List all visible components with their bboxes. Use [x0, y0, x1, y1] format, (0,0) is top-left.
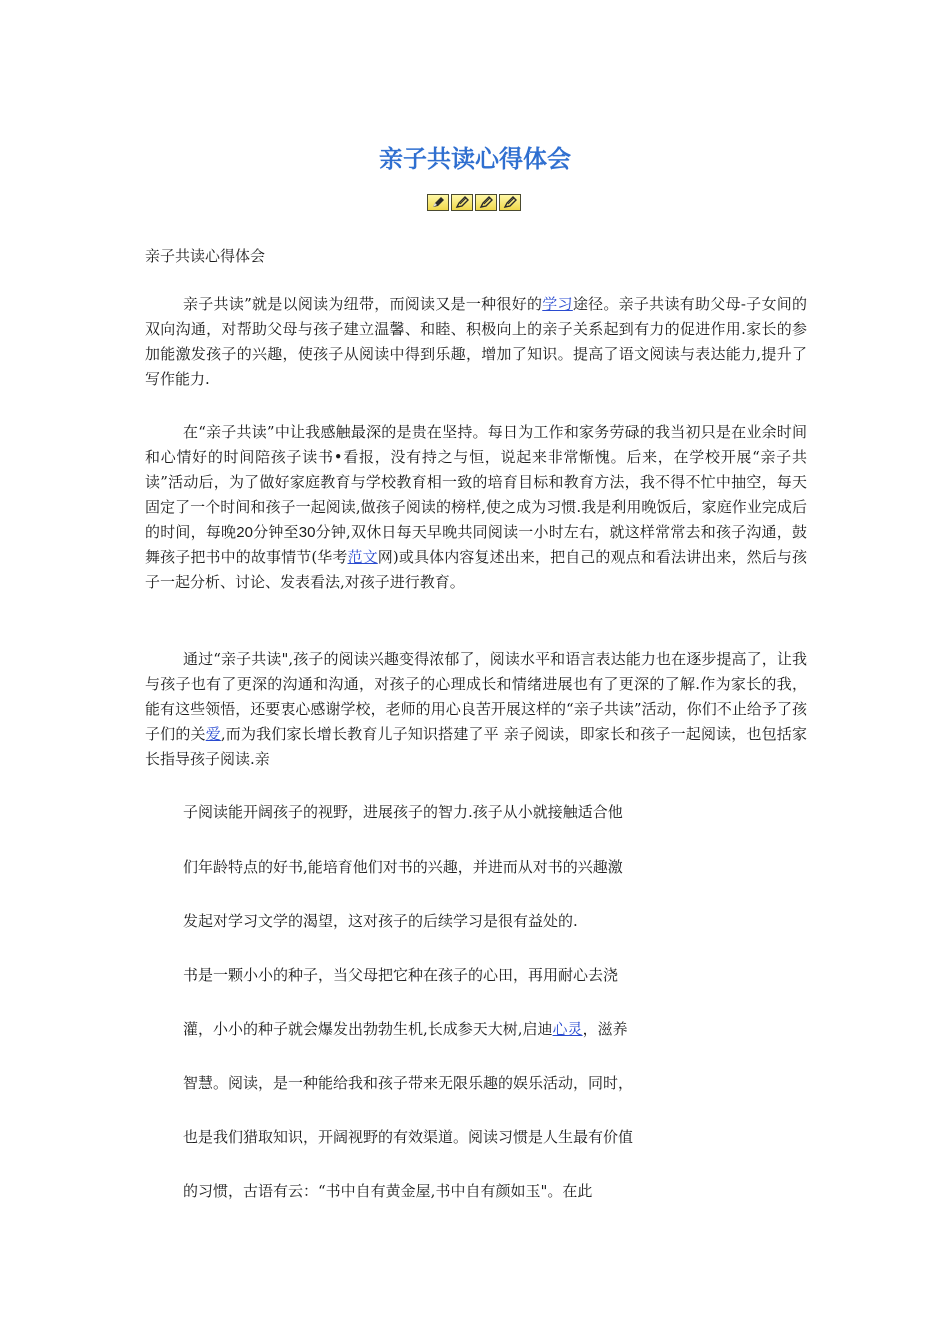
text-line: 发起对学习文学的渴望，这对孩子的后续学习是很有益处的.: [183, 912, 578, 930]
paragraph-text: 通过“亲子共读",孩子的阅读兴趣变得浓郁了，阅读水平和语言表达能力也在逐步提高了，让我与孩子也有了更深的沟通和沟通，对孩子的心理成长和情绪进展也有了更深的了解.作为家长的我，能有这些领悟，还要衷心感谢学校，老师的用心良苦开展这样的“亲子共读”活动，你们不止给予了孩子们的关: [145, 650, 807, 743]
article-subtitle: 亲子共读心得体会: [145, 247, 266, 265]
paragraph-text: ,而为我们家长增长教育儿子知识搭建了平 亲子阅读，即家长和孩子一起阅读，也包括家长指导孩子阅读.亲: [145, 725, 807, 768]
study-link[interactable]: 学习: [542, 295, 573, 313]
text-line: 们年龄特点的好书,能培育他们对书的兴趣，并进而从对书的兴趣激: [183, 858, 623, 876]
text-line: 的习惯，古语有云：“书中自有黄金屋,书中自有颜如玉"。在此: [183, 1182, 593, 1200]
page-title: 亲子共读心得体会: [379, 145, 571, 173]
heart-soul-link[interactable]: 心灵: [552, 1020, 583, 1038]
minutes-value: 20: [236, 524, 253, 541]
text-line: 智慧。阅读，是一种能给我和孩子带来无限乐趣的娱乐活动，同时，: [183, 1074, 634, 1092]
paragraph-1: [145, 292, 807, 392]
paragraph-text: 在“亲子共读”中让我感触最深的是贵在坚持。每日为工作和家务劳碌的我当初只是在业余时间和心情好的时间陪孩子读书•看报，没有持之与恒，说起来非常惭愧。后来，在学校开展“亲子共读”活动后，为了做好家庭教育与学校教育相一致的培育目标和教育方法，我不得不忙中抽空，每天固定了一个时间和孩子一起阅读,做孩子阅读的榜样,使之成为习惯.我是利用晚饭后，家庭作业完成后的时间，每晚: [145, 423, 807, 541]
minutes-value: 30: [298, 524, 316, 541]
paragraph-text: 分钟,双休日每天早晚共同阅读一小时左右，就这样常常去和孩子沟通，鼓舞孩子把书中的故事情节(华考: [145, 523, 807, 566]
line-text: ，滋养: [582, 1020, 628, 1038]
pencil-icon[interactable]: [499, 194, 521, 211]
love-link[interactable]: 爱: [205, 725, 221, 743]
text-line: [183, 1017, 628, 1041]
paragraph-text: 分钟至: [252, 523, 299, 541]
pencil-icon[interactable]: [475, 194, 497, 211]
paragraph-text: 途径。亲子共读有助父母-子女间的双向沟通，对帮助父母与孩子建立温馨、和睦、积极向上的亲子关系起到有力的促进作用.家长的参加能激发孩子的兴趣，使孩子从阅读中得到乐趣，增加了知识。提高了语文阅读与表达能力,提升了写作能力.: [145, 295, 807, 388]
text-line: 书是一颗小小的种子，当父母把它种在孩子的心田，再用耐心去浇: [183, 966, 619, 984]
pencil-icon[interactable]: [451, 194, 473, 211]
paragraph-text: 网)或具体内容复述出来，把自己的观点和看法讲出来，然后与孩子一起分析、讨论、发表看法,对孩子进行教育。: [145, 548, 807, 591]
paragraph-3: [145, 647, 807, 772]
text-line: 子阅读能开阔孩子的视野，进展孩子的智力.孩子从小就接触适合他: [183, 803, 623, 821]
paragraph-text: 亲子共读”就是以阅读为纽带，而阅读又是一种很好的: [183, 295, 543, 313]
rating-icons: [427, 194, 523, 211]
line-text: 灌，小小的种子就会爆发出勃勃生机,长成参天大树,启迪: [183, 1020, 553, 1038]
paragraph-2: [145, 420, 807, 595]
text-line: 也是我们猎取知识，开阔视野的有效渠道。阅读习惯是人生最有价值: [183, 1128, 634, 1146]
pencil-icon[interactable]: [427, 194, 449, 211]
sample-essay-link[interactable]: 范文: [347, 548, 378, 566]
